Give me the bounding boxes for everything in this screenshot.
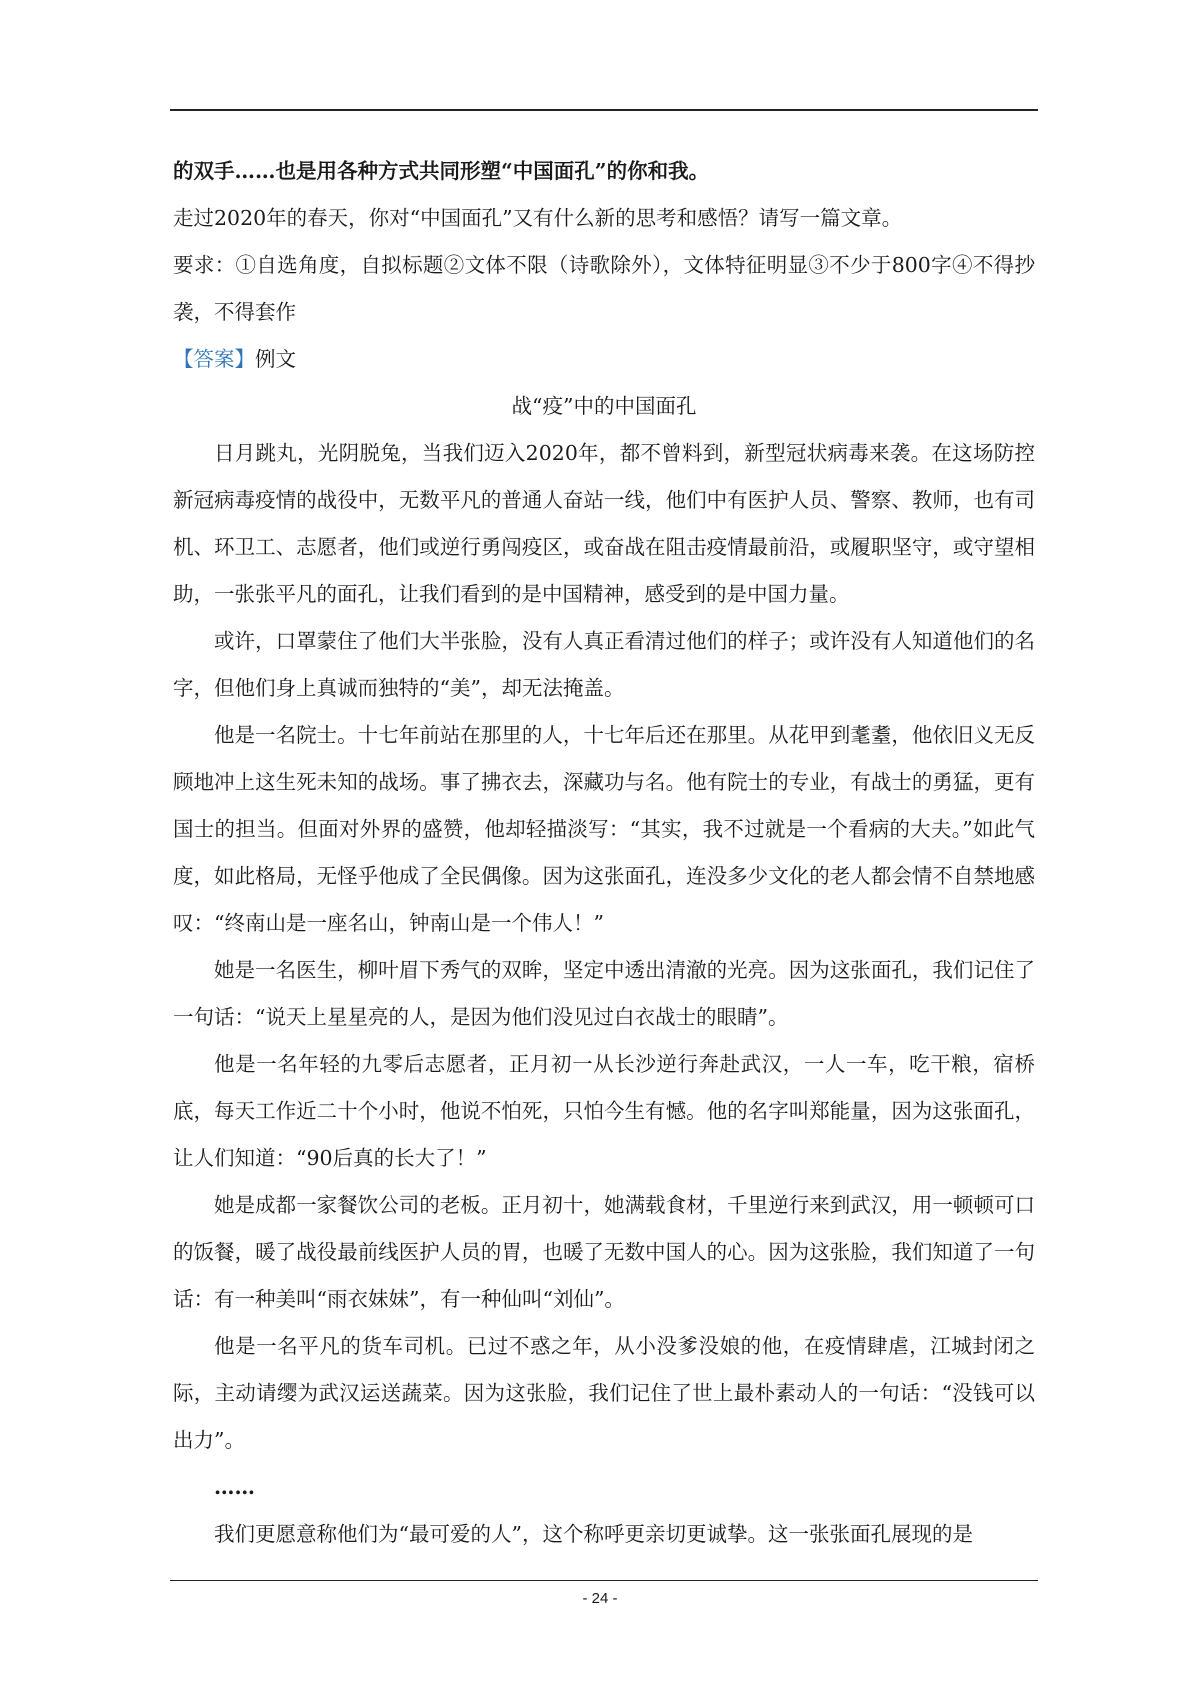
essay-paragraph: 或许，口罩蒙住了他们大半张脸，没有人真正看清过他们的样子；或许没有人知道他们的名字，但他们身上真诚而独特的“美”，却无法掩盖。 bbox=[173, 629, 1035, 700]
essay-paragraph: 她是一名医生，柳叶眉下秀气的双眸，坚定中透出清澈的光亮。因为这张面孔，我们记住了一句话：“说天上星星亮的人，是因为他们没见过白衣战士的眼睛”。 bbox=[173, 958, 1035, 1029]
page-body bbox=[173, 148, 1035, 1558]
question-continuation: 的双手……也是用各种方式共同形塑“中国面孔”的你和我。 bbox=[173, 159, 710, 183]
essay-paragraph: 日月跳丸，光阴脱兔，当我们迈入2020年，都不曾料到，新型冠状病毒来袭。在这场防控新冠病毒疫情的战役中，无数平凡的普通人奋站一线，他们中有医护人员、警察、教师，也有司机、环卫工、志愿者，他们或逆行勇闯疫区，或奋战在阻击疫情最前沿，或履职坚守，或守望相助，一张张平凡的面孔，让我们看到的是中国精神，感受到的是中国力量。 bbox=[173, 441, 1035, 606]
answer-tag: 【答案】 bbox=[173, 347, 255, 371]
essay-paragraph: 他是一名年轻的九零后志愿者，正月初一从长沙逆行奔赴武汉，一人一车，吃干粮，宿桥底，每天工作近二十个小时，他说不怕死，只怕今生有憾。他的名字叫郑能量，因为这张面孔，让人们知道：“90后真的长大了！” bbox=[173, 1052, 1035, 1170]
page-number: - 24 - bbox=[582, 1590, 618, 1607]
answer-label: 例文 bbox=[255, 347, 296, 371]
question-prompt: 走过2020年的春天，你对“中国面孔”又有什么新的思考和感悟？请写一篇文章。 bbox=[173, 206, 903, 230]
essay-ellipsis: …… bbox=[214, 1475, 255, 1499]
essay-paragraph: 她是成都一家餐饮公司的老板。正月初十，她满载食材，千里逆行来到武汉，用一顿顿可口的饭餐，暖了战役最前线医护人员的胃，也暖了无数中国人的心。因为这张脸，我们知道了一句话：有一种美叫“雨衣妹妹”，有一种仙叫“刘仙”。 bbox=[173, 1193, 1035, 1311]
header-rule bbox=[170, 109, 1038, 111]
answer-header bbox=[173, 336, 1035, 383]
essay-last-paragraph: 我们更愿意称他们为“最可爱的人”，这个称呼更亲切更诚挚。这一张张面孔展现的是 bbox=[214, 1522, 973, 1546]
essay-paragraph: 他是一名院士。十七年前站在那里的人，十七年后还在那里。从花甲到耄耋，他依旧义无反顾地冲上这生死未知的战场。事了拂衣去，深藏功与名。他有院士的专业，有战士的勇猛，更有国士的担当。但面对外界的盛赞，他却轻描淡写：“其实，我不过就是一个看病的大夫。”如此气度，如此格局，无怪乎他成了全民偶像。因为这张面孔，连没多少文化的老人都会情不自禁地感叹：“终南山是一座名山，钟南山是一个伟人！” bbox=[173, 723, 1035, 935]
question-requirements: 要求：①自选角度，自拟标题②文体不限（诗歌除外），文体特征明显③不少于800字④不得抄袭，不得套作 bbox=[173, 253, 1035, 324]
footer-rule bbox=[170, 1580, 1038, 1581]
essay-paragraph: 他是一名平凡的货车司机。已过不惑之年，从小没爹没娘的他，在疫情肆虐，江城封闭之际，主动请缨为武汉运送蔬菜。因为这张脸，我们记住了世上最朴素动人的一句话：“没钱可以出力”。 bbox=[173, 1334, 1035, 1452]
essay-title: 战“疫”中的中国面孔 bbox=[511, 394, 697, 418]
